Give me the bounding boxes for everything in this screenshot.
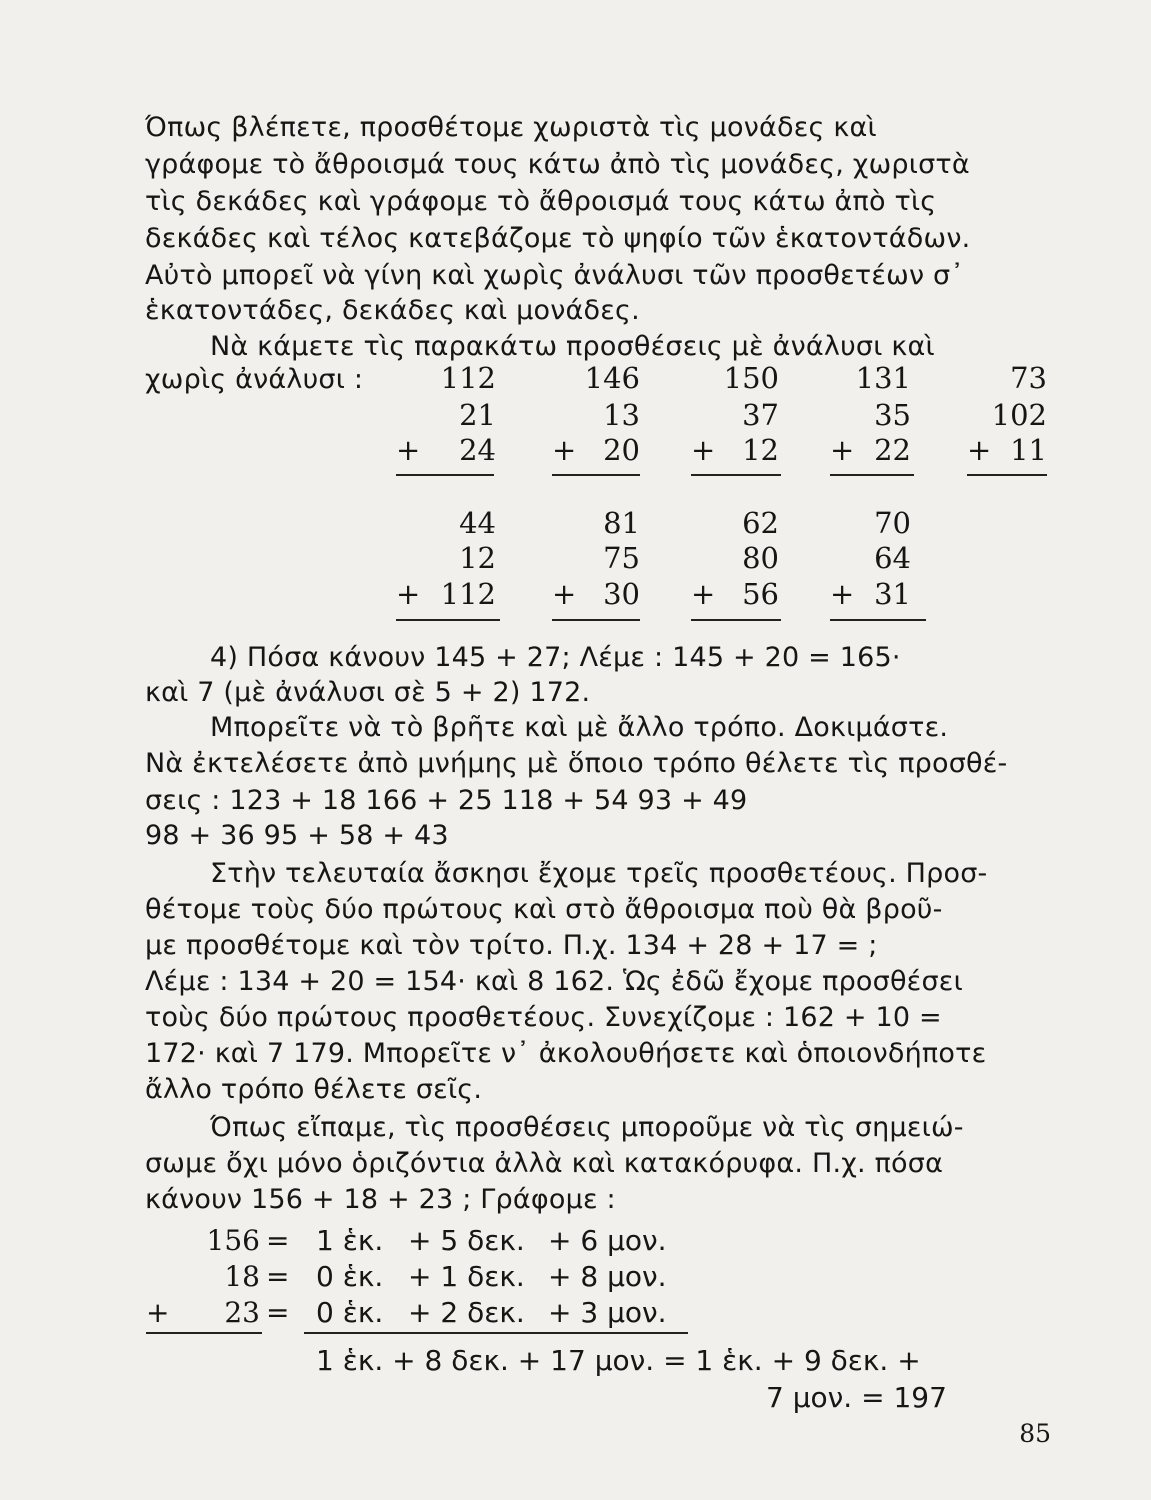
text-line: Αὐτὸ μπορεῖ νὰ γίνη καὶ χωρὶς ἀνάλυσι τῶν προσθετέων σ᾽ xyxy=(145,260,965,291)
row-number: 23 xyxy=(224,1296,260,1329)
addend: 146 xyxy=(584,361,640,395)
addend: 80 xyxy=(742,541,779,575)
text-line: Λέμε : 134 + 20 = 154· καὶ 8 162. Ὡς ἐδῶ ἔχομε προσθέσει xyxy=(145,966,963,997)
text-line: τοὺς δύο πρώτους προσθετέους. Συνεχίζομε : 162 + 10 = xyxy=(145,1002,942,1033)
plus-sign: + xyxy=(830,433,855,467)
addend: 24 xyxy=(459,433,496,467)
addend: 31 xyxy=(874,577,911,611)
text-line: τὶς δεκάδες καὶ γράφομε τὸ ἄθροισμά τους κάτω ἀπὸ τὶς xyxy=(145,186,937,217)
addend: 102 xyxy=(991,398,1047,432)
addend: 64 xyxy=(874,541,911,575)
total-line: 1 ἑκ. + 8 δεκ. + 17 μον. = 1 ἑκ. + 9 δεκ. + xyxy=(316,1344,921,1377)
addend: 21 xyxy=(459,398,496,432)
sum-rule xyxy=(830,474,914,476)
addend: 37 xyxy=(742,398,779,432)
addend: 22 xyxy=(874,433,911,467)
text-line: ἑκατοντάδες, δεκάδες καὶ μονάδες. xyxy=(145,295,640,326)
plus-sign: + xyxy=(830,577,855,611)
plus-sign: + xyxy=(552,433,577,467)
page-number: 85 xyxy=(1019,1419,1051,1448)
text-line: Όπως εἴπαμε, τὶς προσθέσεις μποροῦμε νὰ τὶς σημειώ- xyxy=(210,1112,964,1143)
sum-rule xyxy=(396,474,494,476)
text-line: με προσθέτομε καὶ τὸν τρίτο. Π.χ. 134 + 28 + 17 = ; xyxy=(145,930,878,961)
text-line: ἄλλο τρόπο θέλετε σεῖς. xyxy=(145,1074,483,1105)
text-line: θέτομε τοὺς δύο πρώτους καὶ στὸ ἄθροισμα ποὺ θὰ βροῦ- xyxy=(145,894,943,925)
plus-sign: + xyxy=(396,433,421,467)
hundreds-part: 1 ἑκ. xyxy=(316,1224,384,1257)
addend: 35 xyxy=(874,398,911,432)
addend: 30 xyxy=(603,577,640,611)
addend: 70 xyxy=(874,506,911,540)
equals-sign: = xyxy=(266,1296,290,1329)
text-line: γράφομε τὸ ἄθροισμά τους κάτω ἀπὸ τὶς μονάδες, χωριστὰ xyxy=(145,149,970,180)
equals-sign: = xyxy=(266,1260,290,1293)
sum-rule xyxy=(691,619,781,621)
text-line: κάνουν 156 + 18 + 23 ; Γράφομε : xyxy=(145,1184,616,1215)
hundreds-part: 0 ἑκ. xyxy=(316,1260,384,1293)
addend: 150 xyxy=(723,361,779,395)
addend: 12 xyxy=(742,433,779,467)
addend: 62 xyxy=(742,506,779,540)
addend: 112 xyxy=(440,577,496,611)
exercise-lead: χωρὶς ἀνάλυσι : xyxy=(145,364,364,395)
addend: 131 xyxy=(855,361,911,395)
text-line: καὶ 7 (μὲ ἀνάλυσι σὲ 5 + 2) 172. xyxy=(145,677,591,708)
text-line: δεκάδες καὶ τέλος κατεβάζομε τὸ ψηφίο τῶν ἑκατοντάδων. xyxy=(145,223,971,254)
addend: 20 xyxy=(603,433,640,467)
equals-sign: = xyxy=(266,1224,290,1257)
sum-rule xyxy=(146,1332,262,1334)
tens-part: + 2 δεκ. xyxy=(408,1296,525,1329)
plus-sign: + xyxy=(146,1296,170,1329)
addend: 73 xyxy=(1010,361,1047,395)
total-line: 7 μον. = 197 xyxy=(766,1381,947,1414)
addend: 44 xyxy=(459,506,496,540)
tens-part: + 5 δεκ. xyxy=(408,1224,525,1257)
text-line: 172· καὶ 7 179. Μπορεῖτε ν᾽ ἀκολουθήσετε καὶ ὁποιονδήποτε xyxy=(145,1038,987,1069)
text-line: Νὰ κάμετε τὶς παρακάτω προσθέσεις μὲ ἀνάλυσι καὶ xyxy=(210,331,935,362)
tens-part: + 1 δεκ. xyxy=(408,1260,525,1293)
addend: 12 xyxy=(459,541,496,575)
text-line: Όπως βλέπετε, προσθέτομε χωριστὰ τὶς μονάδες καὶ xyxy=(145,112,877,143)
plus-sign: + xyxy=(691,577,716,611)
text-line: σωμε ὄχι μόνο ὁριζόντια ἀλλὰ καὶ κατακόρυφα. Π.χ. πόσα xyxy=(145,1148,944,1179)
plus-sign: + xyxy=(691,433,716,467)
addend: 13 xyxy=(603,398,640,432)
sum-rule xyxy=(396,619,500,621)
sum-rule xyxy=(552,619,640,621)
addend: 11 xyxy=(1010,433,1047,467)
text-line: 98 + 36 95 + 58 + 43 xyxy=(145,820,449,851)
addend: 56 xyxy=(742,577,779,611)
row-number: 18 xyxy=(224,1260,260,1293)
sum-rule xyxy=(304,1332,688,1334)
text-line: σεις : 123 + 18 166 + 25 118 + 54 93 + 49 xyxy=(145,785,748,816)
units-part: + 8 μον. xyxy=(548,1260,667,1293)
addend: 112 xyxy=(440,361,496,395)
text-line: Νὰ ἐκτελέσετε ἀπὸ μνήμης μὲ ὅποιο τρόπο θέλετε τὶς προσθέ- xyxy=(145,748,1008,779)
text-line: Μπορεῖτε νὰ τὸ βρῆτε καὶ μὲ ἄλλο τρόπο. Δοκιμάστε. xyxy=(210,712,949,743)
hundreds-part: 0 ἑκ. xyxy=(316,1296,384,1329)
units-part: + 6 μον. xyxy=(548,1224,667,1257)
sum-rule xyxy=(552,474,640,476)
plus-sign: + xyxy=(552,577,577,611)
text-line: Στὴν τελευταία ἄσκησι ἔχομε τρεῖς προσθετέους. Προσ- xyxy=(210,858,988,889)
addend: 81 xyxy=(603,506,640,540)
addend: 75 xyxy=(603,541,640,575)
units-part: + 3 μον. xyxy=(548,1296,667,1329)
row-number: 156 xyxy=(206,1224,260,1257)
plus-sign: + xyxy=(396,577,421,611)
sum-rule xyxy=(830,619,926,621)
sum-rule xyxy=(691,474,781,476)
text-line: 4) Πόσα κάνουν 145 + 27; Λέμε : 145 + 20 = 165· xyxy=(210,642,901,673)
sum-rule xyxy=(967,474,1047,476)
plus-sign: + xyxy=(967,433,992,467)
